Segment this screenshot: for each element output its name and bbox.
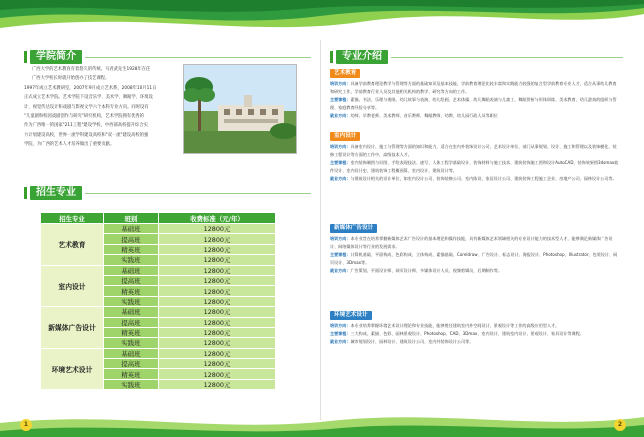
class-cell: 实践班	[104, 379, 159, 389]
major-intro-title: 专业介绍	[336, 50, 388, 64]
class-cell: 精英班	[104, 286, 159, 296]
major-description	[330, 80, 620, 120]
tuition-fee-table	[40, 212, 276, 390]
major-description	[330, 322, 620, 346]
class-cell: 提高班	[104, 359, 159, 369]
paragraph-text: 本专业旨在培养掌握新媒体艺术广告设计的基本理论和操作技能，具有新媒体艺术领域相关的专业设计能力的技术型人才，能够满足新媒体广告设计、网络媒体设计等行业的发展需求。	[330, 236, 613, 249]
header-rule	[85, 57, 311, 58]
description-paragraph	[330, 267, 620, 275]
paragraph-label: 主要课程：	[330, 330, 351, 336]
class-cell: 实践班	[104, 255, 159, 265]
fee-cell: 12800元	[159, 359, 276, 369]
fee-cell: 12800元	[159, 327, 276, 337]
paragraph-text: 三大构成、素描、色彩、园林景观设计、Photoshop、CAD、3Dmax、室内设计、建筑室内设计、景观设计、家具设计等课程。	[350, 330, 584, 336]
fee-cell: 12800元	[159, 317, 276, 327]
table-row	[41, 224, 276, 234]
class-cell: 基础班	[104, 265, 159, 275]
class-cell: 精英班	[104, 369, 159, 379]
paragraph-label: 主要课程：	[330, 159, 351, 165]
class-cell: 基础班	[104, 307, 159, 317]
paragraph-label: 培训方向：	[330, 81, 351, 86]
col-header-major: 招生专业	[41, 213, 104, 224]
class-cell: 基础班	[104, 224, 159, 234]
intro-line: 计、视觉传达设计和戏剧与影视文学六个本科专业方向。同时设有	[24, 104, 149, 110]
paragraph-text: 本专业培养掌握环境艺术设计理论和专业技能，能够胜任建筑室内外空间设计、景观设计等工作的高级应用型人才。	[350, 323, 560, 328]
paragraph-text: 室内装饰制图与识图、手绘表现技法、速写、人体工程学基础设计、装饰材料与施工技术、建筑装饰施工图和设计AutoCAD、装饰效果图3dsmax软件设计、室内设计史、建筑装饰工程概预算、室内设计、建筑设计等。	[330, 159, 619, 173]
fee-cell: 12800元	[159, 275, 276, 285]
enrollment-title: 招生专业	[30, 186, 82, 200]
description-paragraph	[330, 80, 620, 96]
paragraph-label: 培训方向：	[330, 236, 351, 241]
paragraph-text: 素描、书法、乐理与视唱、幼儿故事与表演、幼儿绘画、艺术体操、幼儿舞蹈表演与儿童工、舞蹈赏析与形体训练、美术教育、幼儿游戏的组织与管理、家庭教育经验分享等。	[330, 96, 617, 110]
header-accent	[24, 51, 27, 63]
major-description	[330, 143, 620, 183]
intro-line: 力计划建设高校，世界一流学科建设高校和"双一流"建设高校的强	[24, 132, 149, 138]
bottom-wave-decoration	[0, 407, 644, 437]
college-intro-title: 学院简介	[30, 50, 82, 64]
paragraph-label: 主要课程：	[330, 96, 351, 102]
description-paragraph	[330, 159, 620, 175]
paragraph-text: 幼师、早教老师、美术教师、音乐教师、舞蹈教师、幼教、幼儿园行政人员等职位	[350, 112, 498, 118]
col-header-fee: 收费标准（元/年）	[159, 213, 276, 224]
major-intro-header	[330, 50, 623, 64]
class-cell: 基础班	[104, 348, 159, 358]
fee-cell: 12800元	[159, 296, 276, 306]
major-name-cell: 新媒体广告设计	[41, 307, 104, 349]
table-body	[41, 224, 276, 390]
paragraph-label: 就业方向：	[330, 112, 351, 118]
paragraph-label: 主要课程：	[330, 251, 351, 257]
major-tag: 环境艺术设计	[330, 311, 372, 320]
intro-line: 广西大学的艺术教育有着悠久的传统。马君武先生1928年在任	[32, 67, 151, 72]
class-cell: 实践班	[104, 338, 159, 348]
class-cell: 精英班	[104, 244, 159, 254]
paragraph-text: 广告策划、平面设计师、网页设计师、多媒体设计人员、视频剪辑员、后期制作等。	[350, 267, 502, 273]
description-paragraph	[330, 251, 620, 267]
fee-cell: 12800元	[159, 348, 276, 358]
header-rule	[391, 57, 623, 58]
description-paragraph	[330, 322, 620, 330]
major-name-cell: 艺术教育	[41, 224, 104, 266]
paragraph-label: 培训方向：	[330, 144, 351, 149]
major-tag: 室内设计	[330, 132, 360, 141]
description-paragraph	[330, 235, 620, 251]
paragraph-text: 具备学前教育理论教学与管理等方面的基础知识及基本技能，学前教育理论比较丰富和实践能力较强的复合型学前教育专业人才，适合从事幼儿教育和研究工作，学前教育行业人员及其他相关机构的教学、研究等方向的工作。	[330, 81, 617, 94]
page-number-right: 2	[614, 419, 626, 431]
paragraph-text: 与建筑设计相关的设计单位，如室内设计公司、装饰装修公司、室内陈设、家居设计公司、建筑装饰工程施工企业、房地产公司、园林设计公司等。	[350, 175, 617, 181]
table-header-row	[41, 213, 276, 224]
paragraph-label: 培训方向：	[330, 323, 351, 328]
class-cell: 精英班	[104, 327, 159, 337]
intro-line: "儿童剧和校园戏剧创作与研究"研究机构，艺术学院拥有优秀的	[24, 114, 144, 119]
fee-cell: 12800元	[159, 255, 276, 265]
paragraph-label: 就业方向：	[330, 267, 351, 273]
fee-cell: 12800元	[159, 286, 276, 296]
fee-cell: 12800元	[159, 265, 276, 275]
fee-cell: 12800元	[159, 307, 276, 317]
header-accent	[24, 187, 27, 199]
paragraph-text: 具备室内设计、施工与管理等方面的知识和能力，适合在室内外装饰设计公司、艺术设计单位、部门从事规划、设计、施工和管理以及装饰模化、装修工程设计等方面的工作中，高级技术人才。	[330, 144, 617, 157]
major-name-cell: 室内设计	[41, 265, 104, 307]
fee-cell: 12800元	[159, 338, 276, 348]
class-cell: 提高班	[104, 275, 159, 285]
top-wave-decoration	[0, 0, 644, 44]
paragraph-text: 城市规划设计、园林设计、建筑设计公司、室内外装饰设计公司等。	[350, 338, 474, 344]
table-row	[41, 307, 276, 317]
description-paragraph	[330, 143, 620, 159]
header-accent	[330, 51, 333, 63]
major-name-cell: 环境艺术设计	[41, 348, 104, 390]
intro-line: 广西大学校长时就开始创办了技艺课程。	[32, 76, 110, 82]
intro-line: 1997年成立艺术教研室，2007年9月成立艺术系，2008年10月11日	[24, 85, 157, 91]
table-row	[41, 348, 276, 358]
major-description	[330, 235, 620, 275]
college-intro-header	[24, 50, 311, 64]
fee-cell: 12800元	[159, 244, 276, 254]
enrollment-header	[24, 186, 311, 200]
fee-cell: 12800元	[159, 224, 276, 234]
fee-cell: 12800元	[159, 234, 276, 244]
table-row	[41, 265, 276, 275]
paragraph-label: 就业方向：	[330, 175, 351, 181]
description-paragraph	[330, 96, 620, 112]
campus-photo	[183, 64, 297, 154]
fee-cell: 12800元	[159, 369, 276, 379]
intro-line: 学院，为广西的艺术人才培养做出了重要贡献。	[24, 142, 115, 148]
class-cell: 提高班	[104, 317, 159, 327]
description-paragraph	[330, 330, 620, 338]
description-paragraph	[330, 338, 620, 346]
page-number-left: 1	[20, 419, 32, 431]
fee-cell: 12800元	[159, 379, 276, 389]
intro-line: 正式成立艺术学院。艺术学院下设音乐学、美术学、舞蹈学、环境设	[24, 95, 153, 101]
header-rule	[85, 193, 311, 194]
major-tag: 艺术教育	[330, 69, 360, 78]
paragraph-text: 计算机基础、平面构成、色彩构成、立体构成、素描基础、Coreldraw、广告设计、标志设计、海报设计、Photoshop、Illustrator、包装设计、网页设计、3Dmax等。	[330, 251, 618, 265]
col-header-class: 班别	[104, 213, 159, 224]
class-cell: 实践班	[104, 296, 159, 306]
major-tag: 新媒体广告设计	[330, 224, 377, 233]
intro-line: 作为广西唯一的国家"211工程"建设学校，中西部高校提升综合实	[24, 123, 148, 129]
class-cell: 提高班	[104, 234, 159, 244]
description-paragraph	[330, 175, 620, 183]
page-divider	[320, 40, 321, 420]
description-paragraph	[330, 112, 620, 120]
paragraph-label: 就业方向：	[330, 338, 351, 344]
